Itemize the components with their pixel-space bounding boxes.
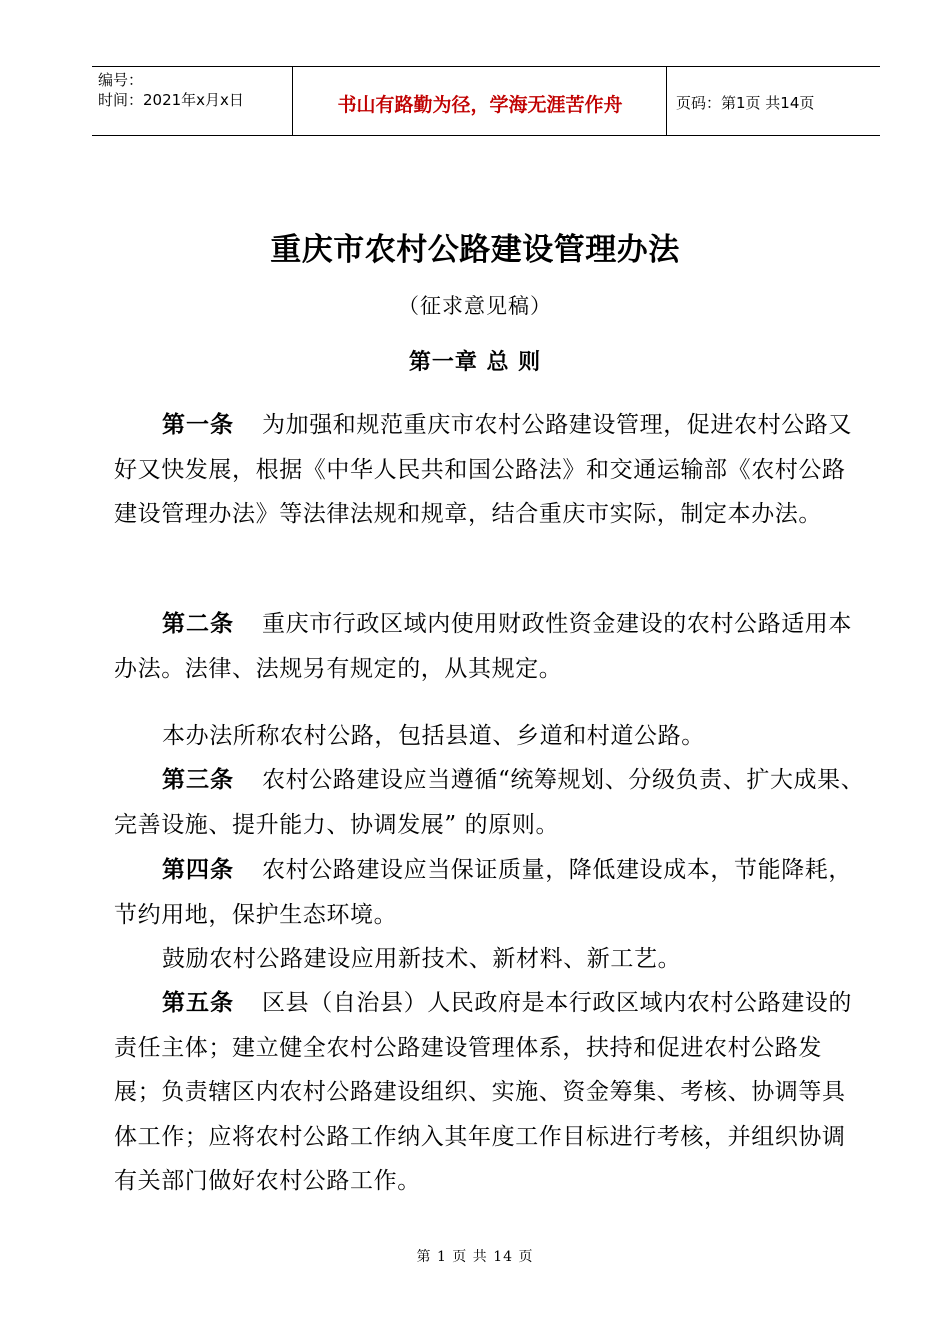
article-text: 本办法所称农村公路，包括县道、乡道和村道公路。 xyxy=(162,723,705,749)
header-divider-right xyxy=(666,66,667,136)
article-paragraph xyxy=(114,981,866,1204)
header-motto: 书山有路勤为径，学海无涯苦作舟 xyxy=(337,94,623,116)
article-label: 第二条 xyxy=(162,611,234,637)
article-text: 农村公路建设应当遵循“统筹规划、分级负责、扩大成果、完善设施、提升能力、协调发展” 的原则。 xyxy=(114,767,865,838)
header-top-rule xyxy=(92,66,880,67)
article-text: 为加强和规范重庆市农村公路建设管理，促进农村公路又好又快发展，根据《中华人民共和国公路法》和交通运输部《农村公路建设管理办法》等法律法规和规章，结合重庆市实际，制定本办法。 xyxy=(114,412,852,527)
chapter-heading: 第一章 总 则 xyxy=(408,350,542,375)
header-page-info: 页码：第1页 共14页 xyxy=(676,94,815,112)
article-text: 鼓励农村公路建设应用新技术、新材料、新工艺。 xyxy=(162,946,682,972)
serial-label: 编号： xyxy=(98,71,144,89)
article-paragraph xyxy=(114,848,866,937)
header-meta xyxy=(98,70,244,110)
article-paragraph xyxy=(114,602,866,691)
article-label: 第三条 xyxy=(162,767,234,793)
page-footer: 第 1 页 共 14 页 xyxy=(416,1249,534,1265)
article-paragraph xyxy=(114,403,866,537)
article-label: 第五条 xyxy=(162,990,234,1016)
article-paragraph xyxy=(114,714,866,759)
article-text: 重庆市行政区域内使用财政性资金建设的农村公路适用本办法。法律、法规另有规定的，从其规定。 xyxy=(114,611,852,682)
header-divider-left xyxy=(292,66,293,136)
document-title: 重庆市农村公路建设管理办法 xyxy=(270,232,680,268)
article-paragraph xyxy=(114,758,866,847)
article-label: 第一条 xyxy=(162,412,234,438)
article-text: 区县（自治县）人民政府是本行政区域内农村公路建设的责任主体；建立健全农村公路建设管理体系，扶持和促进农村公路发展；负责辖区内农村公路建设组织、实施、资金筹集、考核、协调等具体工作；应将农村公路工作纳入其年度工作目标进行考核，并组织协调有关部门做好农村公路工作。 xyxy=(114,990,852,1194)
time-label: 时间：2021年x月x日 xyxy=(98,91,244,109)
header-bottom-rule xyxy=(92,135,880,136)
article-text: 农村公路建设应当保证质量，降低建设成本，节能降耗，节约用地，保护生态环境。 xyxy=(114,857,852,928)
document-subtitle: （征求意见稿） xyxy=(398,294,552,318)
article-label: 第四条 xyxy=(162,857,234,883)
article-paragraph xyxy=(114,937,866,982)
